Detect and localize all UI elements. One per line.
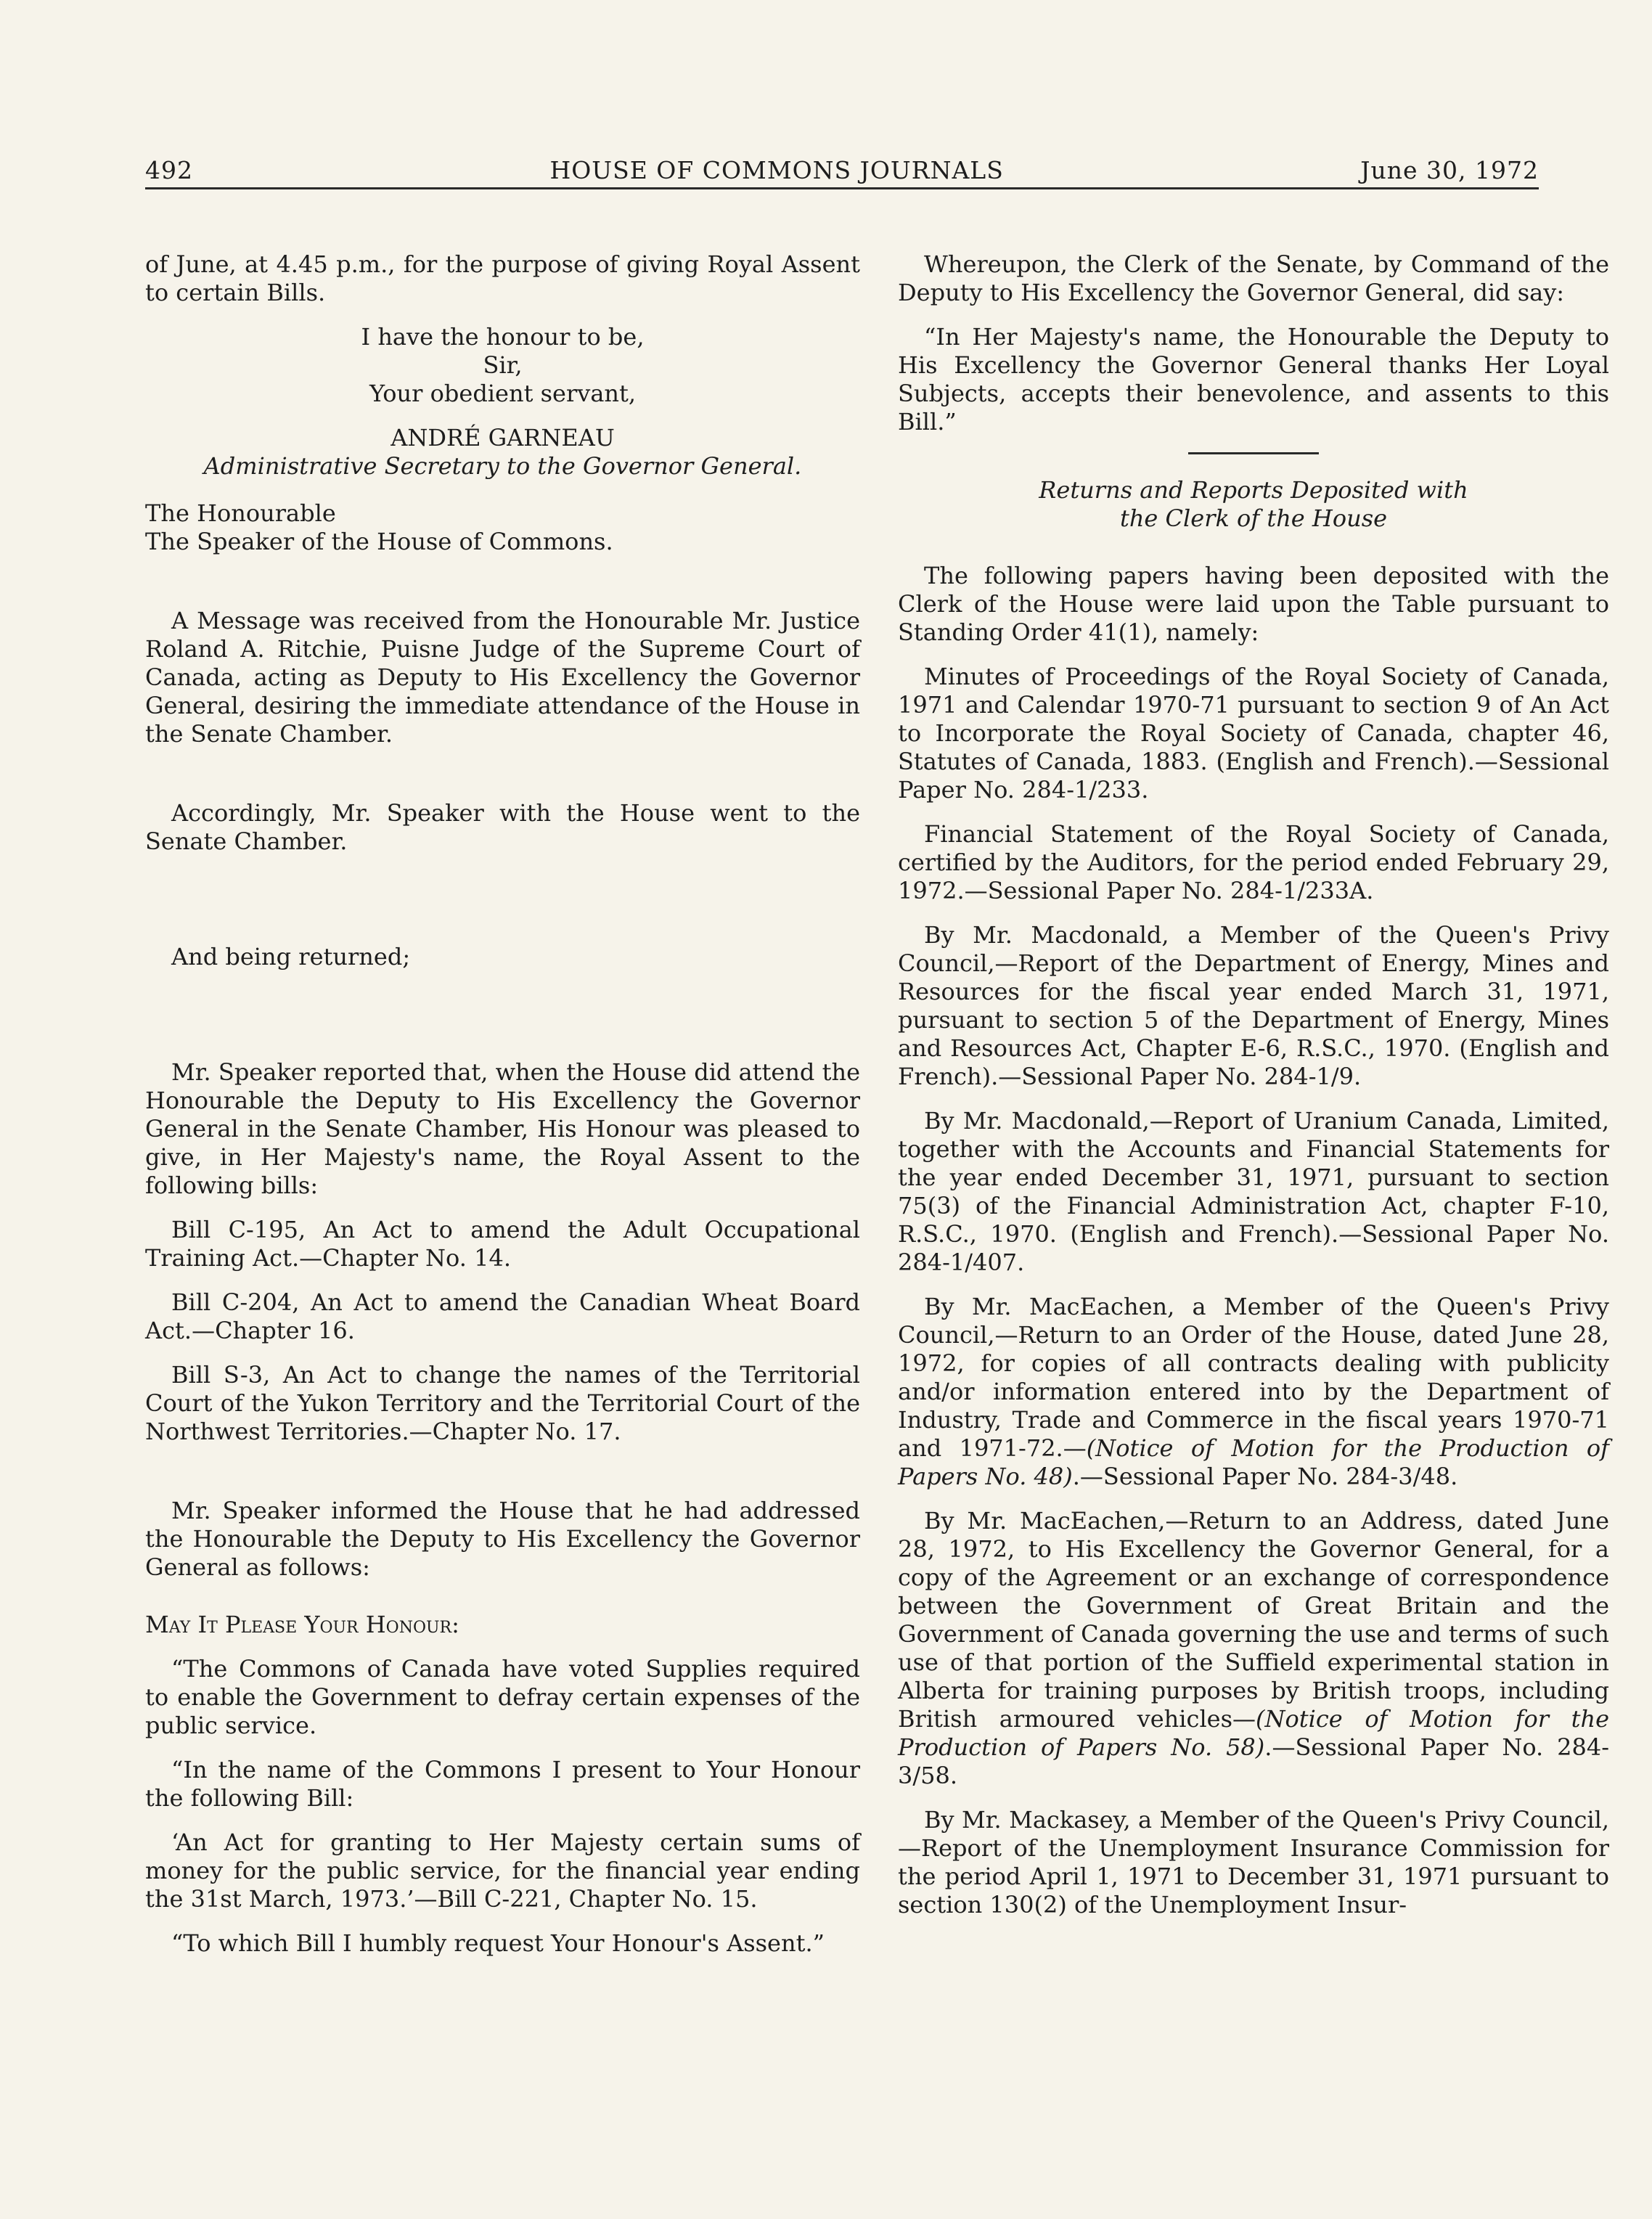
paragraph: of June, at 4.45 p.m., for the purpose of giving Royal Assent to certain Bills. xyxy=(145,250,860,306)
entry-notice: (Notice of Motion for the Production of Papers No. 58) xyxy=(898,1705,1609,1761)
addressee-line: The Speaker of the House of Commons. xyxy=(145,528,613,555)
signatory-name: ANDRÉ GARNEAU xyxy=(390,424,615,451)
quoted-paragraph: “The Commons of Canada have voted Supplies required to enable the Government to defray certain expenses of the public service. xyxy=(145,1655,860,1739)
section-heading xyxy=(898,476,1609,533)
entry-text: .—Sessional Paper No. 284-3/58. xyxy=(898,1733,1610,1789)
paragraph: And being returned; xyxy=(171,943,411,970)
paper-entry: By Mr. Macdonald, a Member of the Queen's Privy Council,—Report of the Department of Energy, Mines and Resources for the fiscal year ended March 31, 1971, pursuant to section 5 of the Department of Energy, Mines and Resources Act, Chapter E-6, R.S.C., 1970. (English and French).—Sessional Paper No. 284-1/9. xyxy=(898,921,1609,1090)
closing-line: Sir, xyxy=(483,351,523,379)
paper-entry: By Mr. Mackasey, a Member of the Queen's Privy Council,—Report of the Unemployment Insurance Commission for the period April 1, 1971 to December 31, 1971 pursuant to section 130(2) of the Unemployment Insur- xyxy=(898,1806,1609,1918)
closing-line: I have the honour to be, xyxy=(361,323,645,351)
quoted-paragraph: ‘An Act for granting to Her Majesty certain sums of money for the public service, for the financial year ending the 31st March, 1973.’—Bill C-221, Chapter No. 15. xyxy=(145,1828,860,1913)
paper-entry: Financial Statement of the Royal Society of Canada, certified by the Auditors, for the period ended February 29, 1972.—Sessional Paper No. 284-1/233A. xyxy=(898,820,1609,904)
bill-item: Bill S-3, An Act to change the names of the Territorial Court of the Yukon Territory and the Territorial Court of the Northwest Territories.—Chapter No. 17. xyxy=(145,1361,860,1445)
bill-item: Bill C-195, An Act to amend the Adult Occupational Training Act.—Chapter No. 14. xyxy=(145,1216,860,1272)
signatory-title: Administrative Secretary to the Governor General. xyxy=(203,452,802,480)
paragraph: Mr. Speaker informed the House that he had addressed the Honourable the Deputy to His Excellency the Governor General as follows: xyxy=(145,1497,860,1581)
paper-entry: By Mr. Macdonald,—Report of Uranium Canada, Limited, together with the Accounts and Financial Statements for the year ended December 31, 1971, pursuant to section 75(3) of the Financial Administration Act, chapter F-10, R.S.C., 1970. (English and French).—Sessional Paper No. 284-1/407. xyxy=(898,1107,1609,1276)
paragraph: The following papers having been deposited with the Clerk of the House were laid upon the Table pursuant to Standing Order 41(1), namely: xyxy=(898,562,1609,646)
paragraph: “In Her Majesty's name, the Honourable the Deputy to His Excellency the Governor General thanks Her Loyal Subjects, accepts their benevolence, and assents to this Bill.” xyxy=(898,323,1609,436)
section-heading-line: the Clerk of the House xyxy=(1119,504,1388,532)
addressee-line: The Honourable xyxy=(145,499,336,527)
quoted-paragraph: “To which Bill I humbly request Your Honour's Assent.” xyxy=(171,1929,825,1957)
entry-notice: (Notice of Motion for the Production of Papers No. 48) xyxy=(898,1434,1610,1490)
closing-line: Your obedient servant, xyxy=(369,380,637,407)
bill-item: Bill C-204, An Act to amend the Canadian Wheat Board Act.—Chapter 16. xyxy=(145,1288,860,1344)
salutation: May It Please Your Honour: xyxy=(145,1611,459,1638)
paper-entry xyxy=(898,1507,1609,1790)
section-heading-line: Returns and Reports Deposited with xyxy=(1039,476,1468,504)
paragraph: A Message was received from the Honourable Mr. Justice Roland A. Ritchie, Puisne Judge of the Supreme Court of Canada, acting as Deputy to His Excellency the Governor General, desiring the immediate attendance of the House in the Senate Chamber. xyxy=(145,607,860,748)
right-column xyxy=(898,250,1609,1935)
paragraph: Mr. Speaker reported that, when the House did attend the Honourable the Deputy to His Excellency the Governor General in the Senate Chamber, His Honour was pleased to give, in Her Majesty's name, the Royal Assent to the following bills: xyxy=(145,1058,860,1199)
page-header xyxy=(145,156,1539,189)
page-date: June 30, 1972 xyxy=(1360,156,1539,184)
entry-text: By Mr. MacEachen,—Return to an Address, dated June 28, 1972, to His Excellency the Governor General, for a copy of the Agreement or an exchange of correspondence between the Government of Great Britain and the Government of Canada governing the use and terms of such use of that portion of the Suffield experimental station in Alberta for training purposes by British troops, including British armoured vehicles— xyxy=(898,1507,1609,1733)
journal-title: HOUSE OF COMMONS JOURNALS xyxy=(549,156,1004,184)
paper-entry xyxy=(898,1293,1609,1491)
quoted-paragraph: “In the name of the Commons I present to Your Honour the following Bill: xyxy=(145,1756,860,1812)
entry-text: .—Sessional Paper No. 284-3/48. xyxy=(1072,1463,1458,1490)
paper-entry: Minutes of Proceedings of the Royal Society of Canada, 1971 and Calendar 1970-71 pursuant to section 9 of An Act to Incorporate the Royal Society of Canada, chapter 46, Statutes of Canada, 1883. (English and French).—Sessional Paper No. 284-1/233. xyxy=(898,663,1609,804)
left-column xyxy=(145,250,860,1974)
entry-text: By Mr. MacEachen, a Member of the Queen's Privy Council,—Return to an Order of the House, dated June 28, 1972, for copies of all contracts dealing with publicity and/or information entered into by the Department of Industry, Trade and Commerce in the fiscal years 1970-71 and 1971-72.— xyxy=(898,1293,1609,1462)
section-divider xyxy=(1188,452,1319,454)
page-number: 492 xyxy=(145,156,193,184)
paragraph: Accordingly, Mr. Speaker with the House went to the Senate Chamber. xyxy=(145,799,860,855)
paragraph: Whereupon, the Clerk of the Senate, by Command of the Deputy to His Excellency the Governor General, did say: xyxy=(898,250,1609,306)
